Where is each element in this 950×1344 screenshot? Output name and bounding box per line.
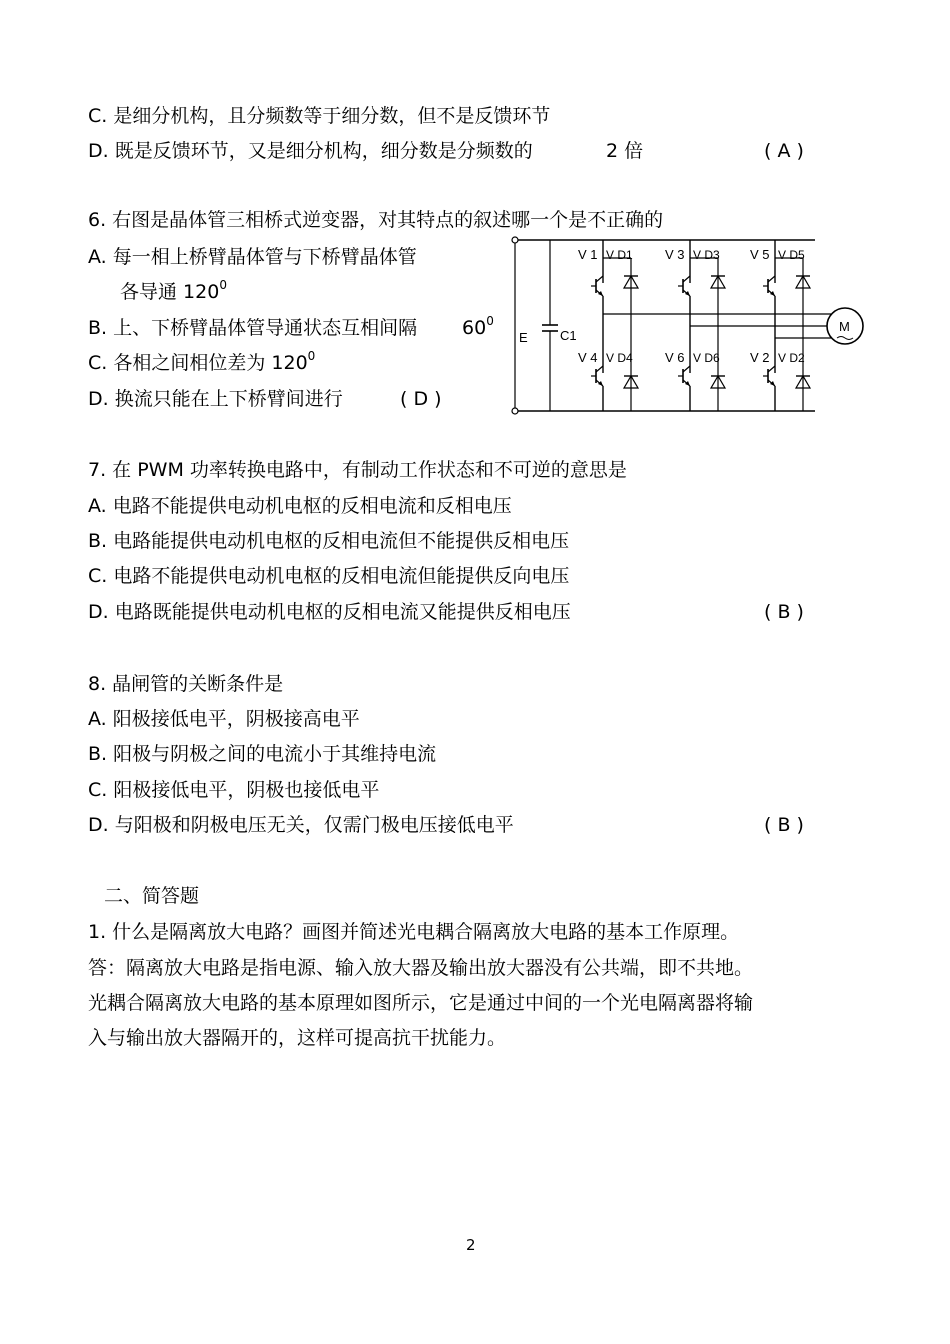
diode-label-vd4: V D4	[606, 351, 633, 365]
short-answer-q1: 1. 什么是隔离放大电路？画图并简述光电耦合隔离放大电路的基本工作原理。	[88, 921, 740, 943]
page-number: 2	[466, 1236, 476, 1254]
q6-answer: ( D )	[400, 388, 442, 410]
transistor-label-v5: V 5	[750, 247, 770, 262]
q6-stem: 6. 右图是晶体管三相桥式逆变器，对其特点的叙述哪一个是不正确的	[88, 209, 664, 231]
answer-line-1: 答：隔离放大电路是指电源、输入放大器及输出放大器没有公共端，即不共地。	[88, 957, 754, 979]
three-phase-inverter-diagram	[505, 236, 867, 418]
q6-option-a-line1: A. 每一相上桥臂晶体管与下桥臂晶体管	[88, 246, 417, 268]
q8-answer: ( B )	[764, 814, 804, 836]
q5-answer: ( A )	[764, 140, 804, 162]
q7-option-b: B. 电路能提供电动机电枢的反相电流但不能提供反相电压	[88, 530, 570, 552]
q8-stem: 8. 晶闸管的关断条件是	[88, 673, 284, 695]
transistor-label-v6: V 6	[665, 350, 685, 365]
q7-option-a: A. 电路不能提供电动机电枢的反相电流和反相电压	[88, 495, 512, 517]
q6-option-b-angle: $60^0$	[462, 314, 494, 339]
diode-label-vd5: V D5	[778, 248, 805, 262]
motor-label: M	[839, 319, 850, 334]
q5-option-d: D. 既是反馈环节，又是细分机构，细分数是分频数的	[88, 140, 533, 162]
answer-line-2: 光耦合隔离放大电路的基本原理如图所示，它是通过中间的一个光电隔离器将输	[88, 992, 754, 1014]
diode-label-vd1: V D1	[606, 248, 633, 262]
diode-label-vd6: V D6	[693, 351, 720, 365]
transistor-label-v1: V 1	[578, 247, 598, 262]
phase-leg-1	[591, 240, 638, 411]
answer-line-3: 入与输出放大器隔开的，这样可提高抗干扰能力。	[88, 1027, 507, 1049]
capacitor-label-c1: C1	[560, 328, 577, 343]
phase-leg-2	[678, 240, 725, 411]
diode-label-vd3: V D3	[693, 248, 720, 262]
q6-option-a-line2: 各导通 $120^0$	[120, 278, 227, 303]
q7-stem: 7. 在 PWM 功率转换电路中，有制动工作状态和不可逆的意思是	[88, 459, 627, 481]
q6-option-b: B. 上、下桥臂晶体管导通状态互相间隔	[88, 317, 418, 339]
q8-option-d: D. 与阳极和阴极电压无关，仅需门极电压接低电平	[88, 814, 514, 836]
q5-option-c: C. 是细分机构，且分频数等于细分数，但不是反馈环节	[88, 105, 551, 127]
transistor-label-v2: V 2	[750, 350, 770, 365]
q7-option-d: D. 电路既能提供电动机电枢的反相电流又能提供反相电压	[88, 601, 571, 623]
q8-option-a: A. 阳极接低电平，阴极接高电平	[88, 708, 360, 730]
transistor-label-v3: V 3	[665, 247, 685, 262]
diode-label-vd2: V D2	[778, 351, 805, 365]
q8-option-b: B. 阳极与阴极之间的电流小于其维持电流	[88, 743, 437, 765]
q7-answer: ( B )	[764, 601, 804, 623]
q6-option-d: D. 换流只能在上下桥臂间进行	[88, 388, 343, 410]
transistor-label-v4: V 4	[578, 350, 598, 365]
q7-option-c: C. 电路不能提供电动机电枢的反相电流但能提供反向电压	[88, 565, 570, 587]
q8-option-c: C. 阳极接低电平，阴极也接低电平	[88, 779, 380, 801]
section-heading: 二、简答题	[104, 885, 200, 907]
q5-option-d-multiplier: 2 倍	[606, 140, 644, 162]
q6-option-c: C. 各相之间相位差为 $120^0$	[88, 349, 316, 374]
source-label-e: E	[519, 330, 528, 345]
